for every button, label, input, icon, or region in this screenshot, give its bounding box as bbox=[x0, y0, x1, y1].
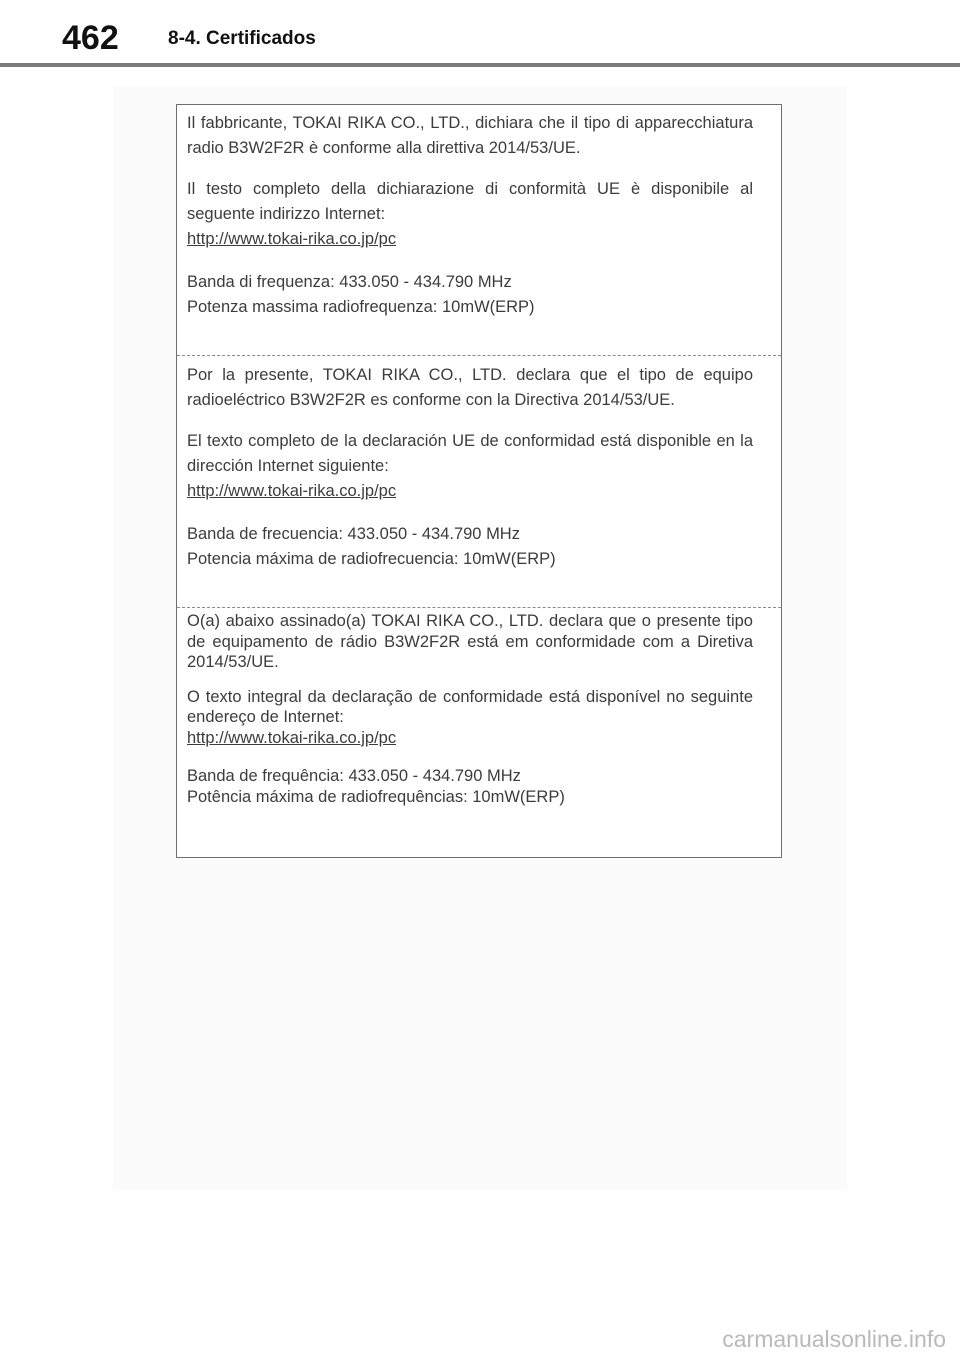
max-power-portuguese: Potência máxima de radiofrequências: 10mW(ERP) bbox=[187, 787, 565, 806]
header-rule bbox=[0, 63, 960, 67]
frequency-band-spanish: Banda de frecuencia: 433.050 - 434.790 MHz bbox=[187, 525, 520, 543]
certificate-section-spanish bbox=[187, 363, 753, 572]
page-number: 462 bbox=[62, 19, 119, 57]
conformity-url-link-portuguese[interactable]: http://www.tokai-rika.co.jp/pc bbox=[187, 728, 397, 747]
availability-text-portuguese: O texto integral da declaração de conformidade está disponível no seguinte endereço de Internet: bbox=[187, 687, 753, 726]
certificate-section-italian bbox=[187, 111, 753, 320]
certificate-box bbox=[176, 104, 782, 858]
conformity-url-link-spanish[interactable]: http://www.tokai-rika.co.jp/pc bbox=[187, 482, 397, 500]
section-divider bbox=[177, 355, 781, 356]
frequency-band-portuguese: Banda de frequência: 433.050 - 434.790 MHz bbox=[187, 767, 521, 785]
declaration-text-italian: Il fabbricante, TOKAI RIKA CO., LTD., dichiara che il tipo di apparecchiatura radio B3W2F2R è conforme alla direttiva 2014/53/UE. bbox=[187, 114, 753, 157]
max-power-spanish: Potencia máxima de radiofrecuencia: 10mW(ERP) bbox=[187, 550, 556, 568]
declaration-text-spanish: Por la presente, TOKAI RIKA CO., LTD. declara que el tipo de equipo radioeléctrico B3W2F2R es conforme con la Directiva 2014/53/UE. bbox=[187, 366, 753, 409]
availability-text-spanish: El texto completo de la declaración UE de conformidad está disponible en la dirección Internet siguiente: bbox=[187, 432, 753, 475]
availability-text-italian: Il testo completo della dichiarazione di conformità UE è disponibile al seguente indirizzo Internet: bbox=[187, 180, 753, 223]
declaration-text-portuguese: O(a) abaixo assinado(a) TOKAI RIKA CO., LTD. declara que o presente tipo de equipamento de rádio B3W2F2R está em conformidade com a Diretiva 2014/53/UE. bbox=[187, 612, 753, 671]
footer-watermark-site: carmanualsonline.info bbox=[722, 1326, 946, 1352]
section-title: 8-4. Certificados bbox=[168, 28, 316, 49]
section-divider bbox=[177, 607, 781, 608]
conformity-url-link-italian[interactable]: http://www.tokai-rika.co.jp/pc bbox=[187, 230, 397, 248]
frequency-band-italian: Banda di frequenza: 433.050 - 434.790 MHz bbox=[187, 273, 512, 291]
certificate-section-portuguese bbox=[187, 611, 753, 807]
max-power-italian: Potenza massima radiofrequenza: 10mW(ERP) bbox=[187, 298, 535, 316]
page-header bbox=[0, 0, 960, 66]
